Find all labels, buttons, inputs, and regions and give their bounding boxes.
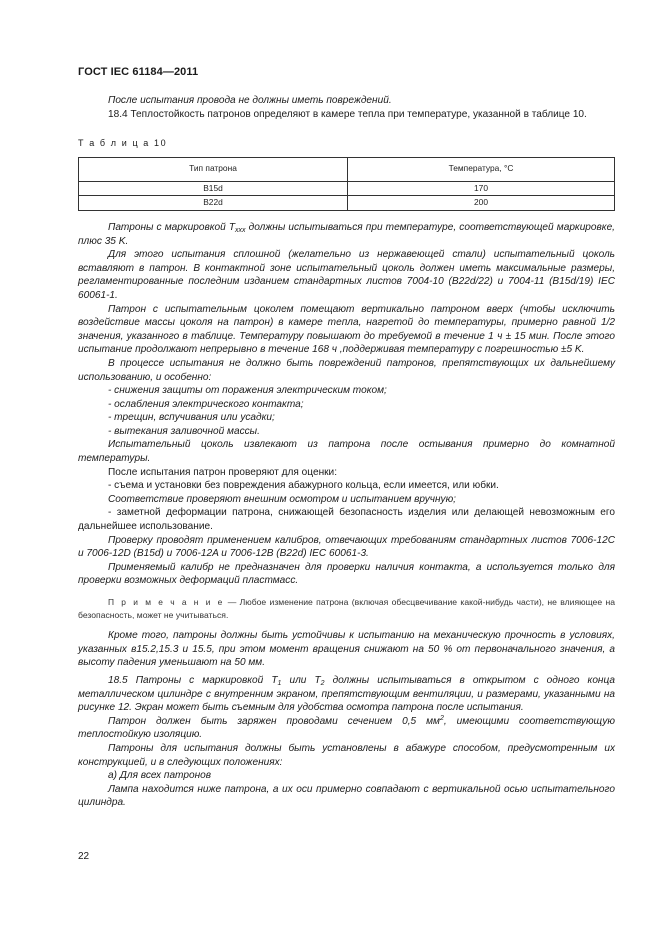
paragraph: Для этого испытания сплошной (желательно из нержавеющей стали) испытательный цоколь вставляют в патрон. В контактной зоне испытательный цоколь должен иметь максимальные размеры, регламентированные последним изданием стандартных листов 7004-10 (B22d/22) и 7004-11 (B15d/19) IEC 60061-1. — [78, 249, 615, 301]
subscript: xxx — [235, 226, 246, 234]
text-span: или T — [281, 674, 321, 686]
table-title: Т а б л и ц а 10 — [78, 138, 168, 149]
paragraph: Патрон с испытательным цоколем помещают вертикально патроном вверх (чтобы исключить воздействие массы цоколя на патрон) в камере тепла, нагретой до температуры, примерно равной 1/2 значения, указанного в таблице. Температуру повышают до требуемой в течение 1 ч ± 15 мин. После этого испытание продолжают непрерывно в течение 168 ч ,поддерживая температуру с погрешностью ±5 K. — [78, 303, 615, 356]
subscript: 2 — [320, 679, 325, 687]
paragraph: В процессе испытания не должно быть повреждений патронов, препятствующих их дальнейшему использованию, и особенно: — [78, 357, 615, 383]
table-row — [79, 196, 615, 211]
table-cell: B22d — [79, 196, 348, 211]
table-cell: 200 — [348, 196, 615, 211]
table-10 — [78, 157, 615, 211]
paragraph: Лампа находится ниже патрона, а их оси примерно совпадают с вертикальной осью испытательного цилиндра. — [78, 783, 615, 809]
table-header-cell: Тип патрона — [79, 157, 348, 181]
text-span: Патроны с маркировкой T — [108, 221, 236, 233]
list-item: - съема и установки без повреждения абажурного кольца, если имеется, или юбки. — [108, 480, 499, 492]
paragraph: После испытания патрон проверяют для оценки: — [108, 466, 337, 478]
text-span: должны испытываться при температуре, соответствующей маркировке, плюс 35 K. — [78, 221, 615, 247]
note-text: — Любое изменение патрона (включая обесцвечивание какой-нибудь части), не влияющее на безопасность, может не учитываться. — [78, 597, 615, 620]
list-item: - ослабления электрического контакта; — [108, 398, 304, 410]
paragraph: Патроны для испытания должны быть установлены в абажуре способом, предусмотренным их конструкцией, и в следующих положениях: — [78, 742, 615, 768]
list-item: - вытекания заливочной массы. — [108, 425, 260, 437]
text-span: 18.5 Патроны с маркировкой T — [108, 674, 278, 686]
paragraph: Соответствие проверяют внешним осмотром и испытанием вручную; — [108, 493, 456, 505]
paragraph-18-5 — [78, 674, 615, 715]
document-header: ГОСТ IEC 61184—2011 — [78, 66, 199, 78]
note-label: П р и м е ч а н и е — [108, 597, 225, 607]
table-cell: B15d — [79, 181, 348, 196]
paragraph — [78, 715, 615, 742]
subscript: 1 — [277, 679, 282, 687]
paragraph — [78, 221, 615, 248]
text-span: должны испытываться в открытом с одного конца металлическом цилиндре с внутренним экраном, препятствующим вентиляции, и размерами, указанными на рисунке 12. Экран может быть съемным для удобства осмотра патрона после испытания. — [78, 674, 615, 714]
table-cell: 170 — [348, 181, 615, 196]
paragraph: Кроме того, патроны должны быть устойчивы к испытанию на механическую прочность в условиях, указанных в15.2,15.3 и 15.5, при этом момент вращения снижают на 50 % от первоначального значения, а высоту падения уменьшают на 50 мм. — [78, 630, 615, 669]
paragraph: После испытания провода не должны иметь повреждений. — [108, 95, 392, 106]
paragraph: Проверку проводят применением калибров, отвечающих требованиям стандартных листов 7006-12C и 7006-12D (B15d) и 7006-12A и 7006-12B (B22d) IEC 60061-3. — [78, 534, 615, 560]
table-header-row — [79, 157, 615, 181]
table-row — [79, 181, 615, 196]
list-item: - трещин, вспучивания или усадки; — [108, 412, 275, 424]
text-span: , имеющими соответствующую теплостойкую изоляцию. — [78, 715, 615, 741]
list-item: - заметной деформации патрона, снижающей безопасность изделия или делающей невозможным его дальнейшее использование. — [78, 507, 615, 533]
paragraph: Применяемый калибр не предназначен для проверки наличия контакта, а используется только для проверки возможных деформаций пластмасс. — [78, 561, 615, 587]
note — [78, 596, 615, 621]
list-item: - снижения защиты от поражения электрическим током; — [108, 385, 387, 397]
paragraph: Испытательный цоколь извлекают из патрона после остывания примерно до комнатной температуры. — [78, 439, 615, 465]
document-body — [78, 94, 615, 810]
superscript: 2 — [439, 714, 444, 722]
paragraph: а) Для всех патронов — [108, 770, 212, 782]
paragraph-18-4: 18.4 Теплостойкость патронов определяют в камере тепла при температуре, указанной в таблице 10. — [108, 108, 587, 120]
text-span: Патрон должен быть заряжен проводами сечением 0,5 мм — [108, 715, 440, 727]
page-number: 22 — [78, 851, 90, 862]
table-header-cell: Температура, °C — [348, 157, 615, 181]
